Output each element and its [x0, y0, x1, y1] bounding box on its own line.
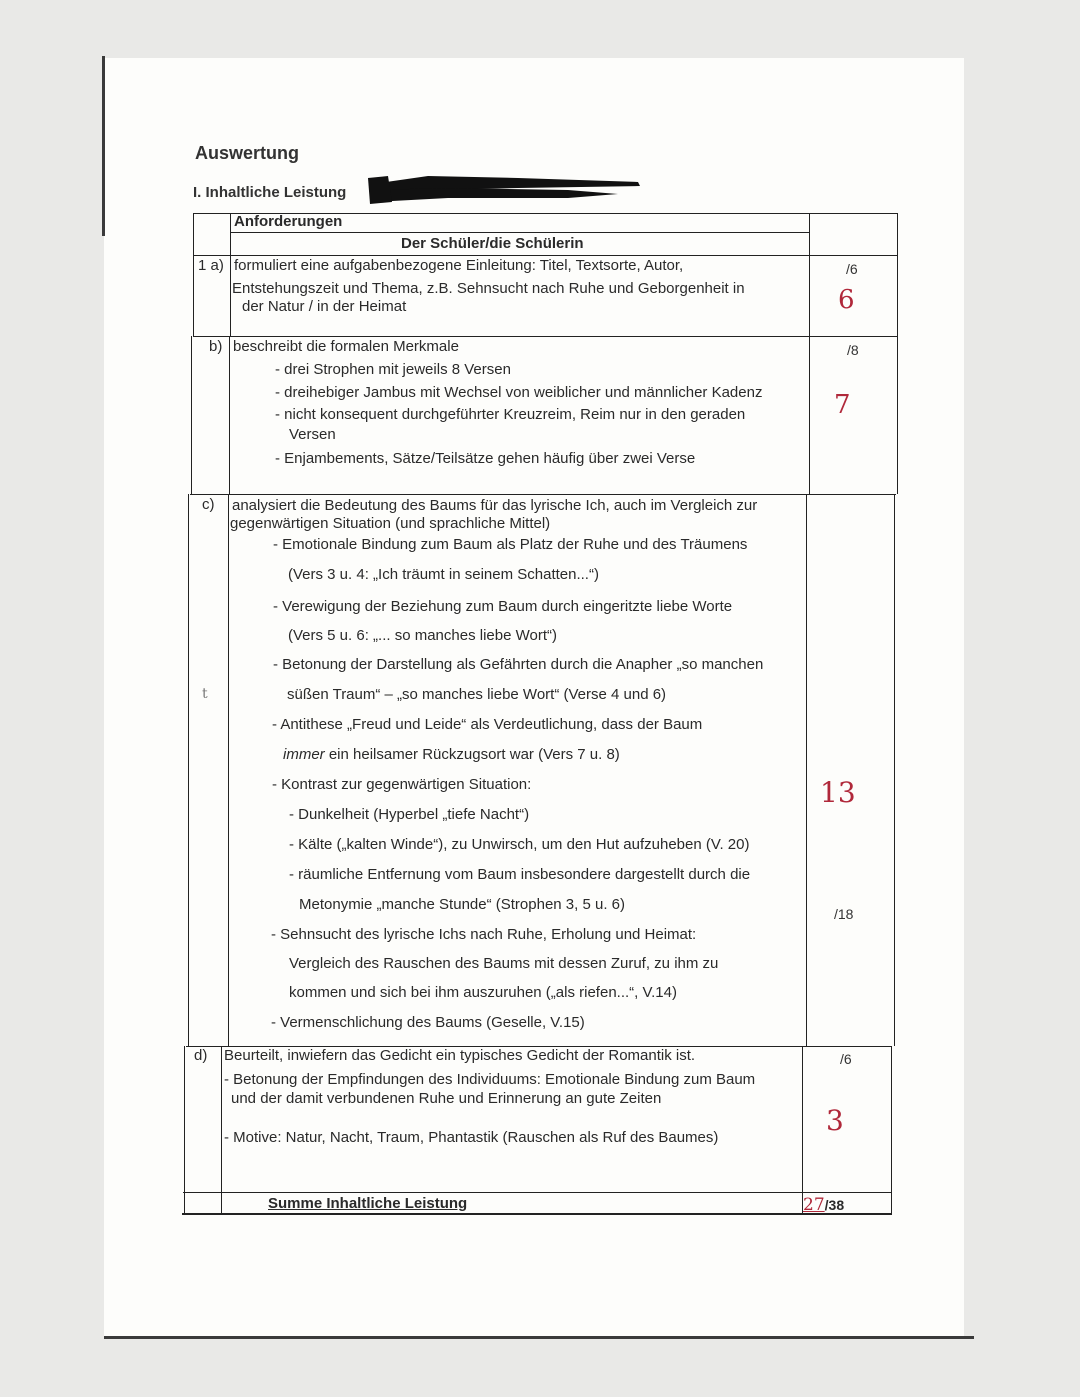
row-d-line-text: Betonung der Empfindungen des Individuums: Emotionale Bindung zum Baum: [233, 1071, 756, 1088]
score-divider-ab: [809, 213, 810, 494]
row-c-line: gegenwärtigen Situation (und sprachliche Mittel): [230, 515, 551, 532]
row-c-line: Vergleich des Rauschen des Baums mit dessen Zuruf, zu ihm zu: [289, 955, 719, 972]
label-divider-d: [221, 1046, 222, 1214]
row-c-emphasis: immer: [283, 746, 325, 763]
row-d-line: - Betonung der Empfindungen des Individuums: Emotionale Bindung zum Baum: [224, 1071, 756, 1088]
row-c-line: Metonymie „manche Stunde“ (Strophen 3, 5 u. 6): [299, 896, 626, 913]
row-c-line: ein heilsamer Rückzugsort war (Vers 7 u. 8): [324, 746, 620, 763]
left-border-d: [184, 1046, 185, 1214]
score-divider-d: [802, 1046, 803, 1214]
row-b-line: - drei Strophen mit jeweils 8 Versen: [275, 361, 511, 378]
row-d-max-points: /6: [840, 1051, 852, 1067]
score-divider-c: [806, 494, 807, 1046]
row-d-bottom-border: [183, 1192, 891, 1193]
row-d-line: - Motive: Natur, Nacht, Traum, Phantastik (Rauschen als Ruf des Baumes): [224, 1129, 719, 1146]
row-c-max-points: /18: [834, 906, 854, 922]
left-border-top: [193, 213, 194, 336]
row-a-score: 6: [838, 285, 855, 315]
row-d-score: 3: [826, 1104, 844, 1137]
row-c-line: (Vers 5 u. 6: „... so manches liebe Wort“): [288, 627, 557, 644]
header-schueler: Der Schüler/die Schülerin: [401, 235, 584, 252]
row-b-line: - nicht konsequent durchgeführter Kreuzreim, Reim nur in den geraden: [275, 406, 746, 423]
right-border-d: [891, 1046, 892, 1214]
row-b-line: Versen: [289, 426, 336, 443]
row-c-line: - Vermenschlichung des Baums (Geselle, V.15): [271, 1014, 585, 1031]
row-b-line: - dreihebiger Jambus mit Wechsel von weiblicher und männlicher Kadenz: [275, 384, 763, 401]
row-a-line: formuliert eine aufgabenbezogene Einleitung: Titel, Textsorte, Autor,: [234, 257, 684, 274]
row-a-line: der Natur / in der Heimat: [242, 298, 407, 315]
row-c-label: c): [202, 496, 215, 513]
sum-max-points: /38: [824, 1197, 845, 1213]
row-b-line: - Enjambements, Sätze/Teilsätze gehen häufig über zwei Verse: [275, 450, 696, 467]
row-d-label: d): [194, 1047, 208, 1064]
row-c-line: - Kälte („kalten Winde“), zu Unwirsch, um den Hut aufzuheben (V. 20): [289, 836, 750, 853]
label-divider-b: [229, 336, 230, 494]
right-border-c: [894, 494, 895, 1046]
row-d-line: Beurteilt, inwiefern das Gedicht ein typisches Gedicht der Romantik ist.: [224, 1047, 696, 1064]
row-c-line: analysiert die Bedeutung des Baums für das lyrische Ich, auch im Vergleich zur: [232, 497, 758, 514]
row-c-line: süßen Traum“ – „so manches liebe Wort“ (Verse 4 und 6): [287, 686, 667, 703]
row-b-bottom-border: [190, 494, 896, 495]
paper-edge-shadow: [102, 56, 105, 236]
left-border-b: [191, 336, 192, 494]
right-border-ab: [897, 213, 898, 494]
row-c-line: kommen und sich bei ihm auszuruhen („als riefen...“, V.14): [289, 984, 677, 1001]
sum-label: Summe Inhaltliche Leistung: [268, 1195, 468, 1212]
row-c-margin-mark: t: [202, 686, 208, 702]
row-b-label: b): [209, 338, 223, 355]
redaction-mark: [368, 172, 644, 206]
row-b-score: 7: [834, 390, 851, 420]
header-anforderungen: Anforderungen: [234, 213, 343, 230]
row-a-max-points: /6: [846, 261, 858, 277]
row-a-line: Entstehungszeit und Thema, z.B. Sehnsucht nach Ruhe und Geborgenheit in: [232, 280, 745, 297]
sum-score-cell: [803, 1196, 844, 1215]
row-c-line: - Antithese „Freud und Leide“ als Verdeutlichung, dass der Baum: [272, 716, 703, 733]
label-divider-a: [230, 213, 231, 336]
table-bottom-border: [182, 1213, 892, 1215]
row-d-line-text: Motive: Natur, Nacht, Traum, Phantastik (Rauschen als Ruf des Baumes): [233, 1129, 719, 1146]
paper-bottom-edge: [104, 1336, 974, 1339]
row-a-bottom-border: [193, 336, 898, 337]
row-c-line: - Kontrast zur gegenwärtigen Situation:: [272, 776, 532, 793]
header-bottom-border: [193, 255, 898, 256]
row-b-max-points: /8: [847, 342, 859, 358]
sum-score: 27: [803, 1195, 825, 1215]
header-divider: [230, 232, 810, 233]
row-c-line: - räumliche Entfernung vom Baum insbesondere dargestellt durch die: [289, 866, 751, 883]
page-title: Auswertung: [195, 143, 300, 163]
row-d-line: und der damit verbundenen Ruhe und Erinnerung an gute Zeiten: [231, 1090, 662, 1107]
row-c-line: - Verewigung der Beziehung zum Baum durch eingeritzte liebe Worte: [273, 598, 733, 615]
row-c-line: - Dunkelheit (Hyperbel „tiefe Nacht“): [289, 806, 530, 823]
section-title: I. Inhaltliche Leistung: [193, 184, 347, 201]
row-c-score: 13: [820, 776, 856, 809]
row-c-line: (Vers 3 u. 4: „Ich träumt in seinem Schatten...“): [288, 566, 599, 583]
label-divider-c: [228, 494, 229, 1046]
row-c-line: - Betonung der Darstellung als Gefährten durch die Anapher „so manchen: [273, 656, 764, 673]
left-border-c: [188, 494, 189, 1046]
row-c-line: - Emotionale Bindung zum Baum als Platz der Ruhe und des Träumens: [273, 536, 748, 553]
row-b-line: beschreibt die formalen Merkmale: [233, 338, 459, 355]
row-a-label: 1 a): [198, 257, 224, 274]
row-c-line: - Sehnsucht des lyrische Ichs nach Ruhe, Erholung und Heimat:: [271, 926, 697, 943]
